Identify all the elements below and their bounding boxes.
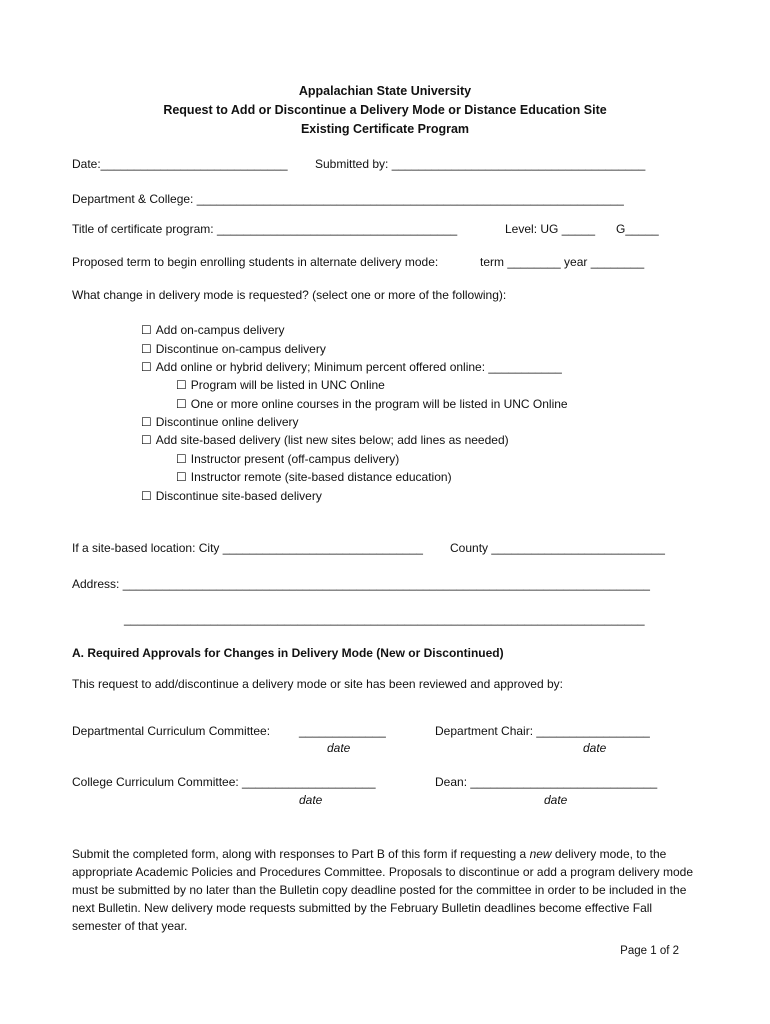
form-title-program: Existing Certificate Program <box>300 122 470 136</box>
date-label: date <box>544 793 568 807</box>
site-county-field[interactable]: County __________________________ <box>450 541 665 555</box>
submitted-by-field[interactable]: Submitted by: ______________________________________ <box>315 157 646 171</box>
delivery-question: What change in delivery mode is requested? (select one or more of the following): <box>72 288 507 302</box>
checkbox-icon[interactable]: ☐ <box>141 415 152 429</box>
checkbox-icon[interactable]: ☐ <box>176 452 187 466</box>
department-college-field[interactable]: Department & College: ________________________________________________________________ <box>72 192 624 206</box>
term-year-field[interactable]: term ________ year ________ <box>480 255 645 269</box>
date-label: date <box>327 741 351 755</box>
checkbox-icon[interactable]: ☐ <box>176 397 187 411</box>
proposed-term-label: Proposed term to begin enrolling students in alternate delivery mode: <box>72 255 439 269</box>
dept-chair-field[interactable]: Department Chair: _________________ <box>435 724 650 738</box>
section-a-heading: A. Required Approvals for Changes in Delivery Mode (New or Discontinued) <box>72 646 504 660</box>
checkbox-icon[interactable]: ☐ <box>176 470 187 484</box>
section-a-intro: This request to add/discontinue a delivery mode or site has been reviewed and approved by: <box>72 677 563 691</box>
date-field[interactable]: Date:____________________________ <box>72 157 288 171</box>
option-discontinue-site-based[interactable]: ☐ Discontinue site-based delivery <box>141 489 322 503</box>
form-title-request: Request to Add or Discontinue a Delivery Mode or Distance Education Site <box>163 103 607 117</box>
form-title-institution: Appalachian State University <box>298 84 472 98</box>
level-g-field[interactable]: G_____ <box>616 222 659 236</box>
checkbox-icon[interactable]: ☐ <box>141 360 152 374</box>
date-label: date <box>299 793 323 807</box>
option-discontinue-on-campus[interactable]: ☐ Discontinue on-campus delivery <box>141 342 326 356</box>
date-label: date <box>583 741 607 755</box>
checkbox-icon[interactable]: ☐ <box>141 433 152 447</box>
level-ug-field[interactable]: Level: UG _____ <box>505 222 596 236</box>
option-instructor-remote[interactable]: ☐ Instructor remote (site-based distance education) <box>176 470 452 484</box>
dept-curriculum-signature-line[interactable]: _____________ <box>299 724 386 738</box>
address-line2-field[interactable]: ______________________________________________________________________________ <box>124 612 645 626</box>
college-curriculum-field[interactable]: College Curriculum Committee: ____________________ <box>72 775 376 789</box>
dean-field[interactable]: Dean: ____________________________ <box>435 775 658 789</box>
option-add-on-campus[interactable]: ☐ Add on-campus delivery <box>141 323 285 337</box>
option-unc-online-program[interactable]: ☐ Program will be listed in UNC Online <box>176 378 385 392</box>
checkbox-icon[interactable]: ☐ <box>141 489 152 503</box>
submission-instructions: Submit the completed form, along with responses to Part B of this form if requesting a new delivery mode, to the appropriate Academic Policies and Procedures Committee. Proposals to discontinue or add a program delivery mode must be submitted by no later than the Bulletin copy deadline posted for the committee in order to be included in the next Bulletin. New delivery mode requests submitted by the February Bulletin deadlines become effective Fall semester of that year. <box>72 847 693 933</box>
option-add-online[interactable]: ☐ Add online or hybrid delivery; Minimum percent offered online: ___________ <box>141 360 562 374</box>
option-unc-online-courses[interactable]: ☐ One or more online courses in the program will be listed in UNC Online <box>176 397 568 411</box>
checkbox-icon[interactable]: ☐ <box>141 342 152 356</box>
checkbox-icon[interactable]: ☐ <box>141 323 152 337</box>
page-number: Page 1 of 2 <box>620 945 679 957</box>
site-city-field[interactable]: If a site-based location: City ______________________________ <box>72 541 423 555</box>
certificate-title-field[interactable]: Title of certificate program: ____________________________________ <box>72 222 458 236</box>
address-field[interactable]: Address: _______________________________________________________________________________ <box>72 577 650 591</box>
checkbox-icon[interactable]: ☐ <box>176 378 187 392</box>
option-add-site-based[interactable]: ☐ Add site-based delivery (list new sites below; add lines as needed) <box>141 433 509 447</box>
option-discontinue-online[interactable]: ☐ Discontinue online delivery <box>141 415 299 429</box>
option-instructor-present[interactable]: ☐ Instructor present (off-campus delivery) <box>176 452 400 466</box>
dept-curriculum-label: Departmental Curriculum Committee: <box>72 724 271 738</box>
